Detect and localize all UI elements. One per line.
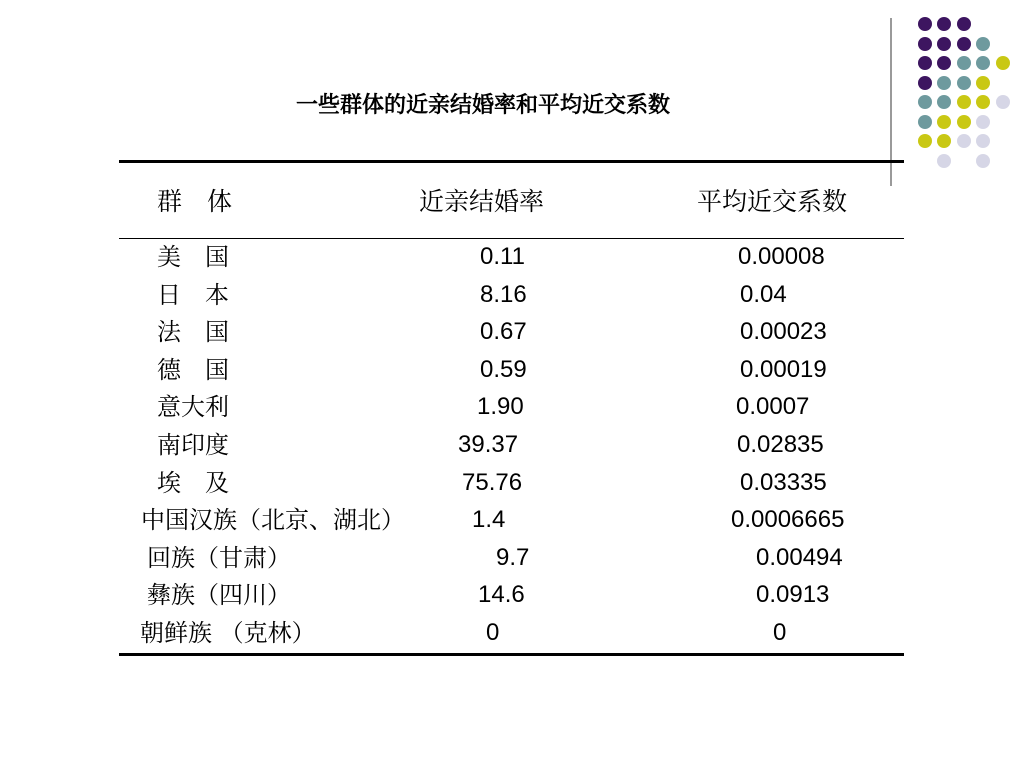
row-rate: 0.59	[480, 356, 527, 383]
row-coefficient: 0.00023	[740, 318, 827, 345]
row-coefficient: 0.04	[740, 281, 787, 308]
table-top-rule	[119, 160, 904, 163]
header-rule	[119, 238, 904, 239]
decorative-dot	[937, 56, 951, 70]
header-coefficient: 平均近交系数	[697, 187, 848, 216]
decorative-dot	[976, 115, 990, 129]
row-group: 中国汉族（北京、湖北）	[141, 506, 405, 534]
row-coefficient: 0.02835	[737, 431, 824, 458]
decorative-dot	[957, 115, 971, 129]
row-coefficient: 0.00008	[738, 243, 825, 270]
row-coefficient: 0.0913	[756, 581, 830, 608]
decorative-dot	[937, 154, 951, 168]
row-group: 德 国	[157, 356, 229, 384]
row-rate: 0.11	[480, 243, 525, 270]
row-coefficient: 0	[773, 619, 787, 646]
decorative-dot	[937, 134, 951, 148]
decorative-dot	[918, 76, 932, 90]
decorative-dot	[937, 95, 951, 109]
row-rate: 39.37	[458, 431, 519, 458]
decorative-dot	[957, 95, 971, 109]
header-rate: 近亲结婚率	[419, 187, 545, 216]
table-bottom-rule	[119, 653, 904, 656]
decorative-dot	[976, 76, 990, 90]
decorative-dot	[996, 95, 1010, 109]
decorative-dot	[976, 134, 990, 148]
decorative-dot	[976, 56, 990, 70]
decorative-dot	[957, 134, 971, 148]
row-rate: 14.6	[478, 581, 525, 608]
decorative-dot	[918, 95, 932, 109]
row-group: 法 国	[157, 318, 229, 346]
decorative-dot	[957, 56, 971, 70]
row-coefficient: 0.03335	[740, 469, 827, 496]
row-rate: 9.7	[496, 544, 530, 571]
row-coefficient: 0.00494	[756, 544, 843, 571]
row-coefficient: 0.00019	[740, 356, 827, 383]
row-rate: 8.16	[480, 281, 527, 308]
decorative-dot	[918, 134, 932, 148]
row-coefficient: 0.0007	[736, 393, 810, 420]
row-group: 南印度	[157, 431, 229, 459]
decorative-dot	[918, 56, 932, 70]
row-rate: 1.4	[472, 506, 506, 533]
row-group: 意大利	[157, 393, 229, 421]
decorative-dot	[918, 17, 932, 31]
row-group: 埃 及	[157, 469, 229, 497]
decorative-dot	[937, 76, 951, 90]
row-group: 美 国	[157, 243, 229, 271]
row-coefficient: 0.0006665	[731, 506, 845, 533]
decorative-dot	[937, 115, 951, 129]
row-rate: 0	[486, 619, 500, 646]
row-group: 彝族（四川）	[147, 581, 291, 609]
decorative-dot	[976, 154, 990, 168]
decorative-dot	[996, 56, 1010, 70]
row-group: 回族（甘肃）	[147, 544, 291, 572]
row-rate: 1.90	[477, 393, 524, 420]
decorative-dot	[937, 37, 951, 51]
row-rate: 0.67	[480, 318, 527, 345]
row-rate: 75.76	[462, 469, 523, 496]
decorative-dot	[918, 115, 932, 129]
decorative-dot	[957, 76, 971, 90]
decorative-dot	[976, 95, 990, 109]
decorative-dot	[937, 17, 951, 31]
row-group: 日 本	[157, 281, 229, 309]
row-group: 朝鲜族 （克林）	[140, 619, 316, 647]
decorative-dot	[957, 17, 971, 31]
slide-title: 一些群体的近亲结婚率和平均近交系数	[295, 93, 670, 118]
header-group: 群 体	[157, 187, 233, 216]
decorative-dot	[918, 37, 932, 51]
decorative-dot	[957, 37, 971, 51]
decorative-dot	[976, 37, 990, 51]
